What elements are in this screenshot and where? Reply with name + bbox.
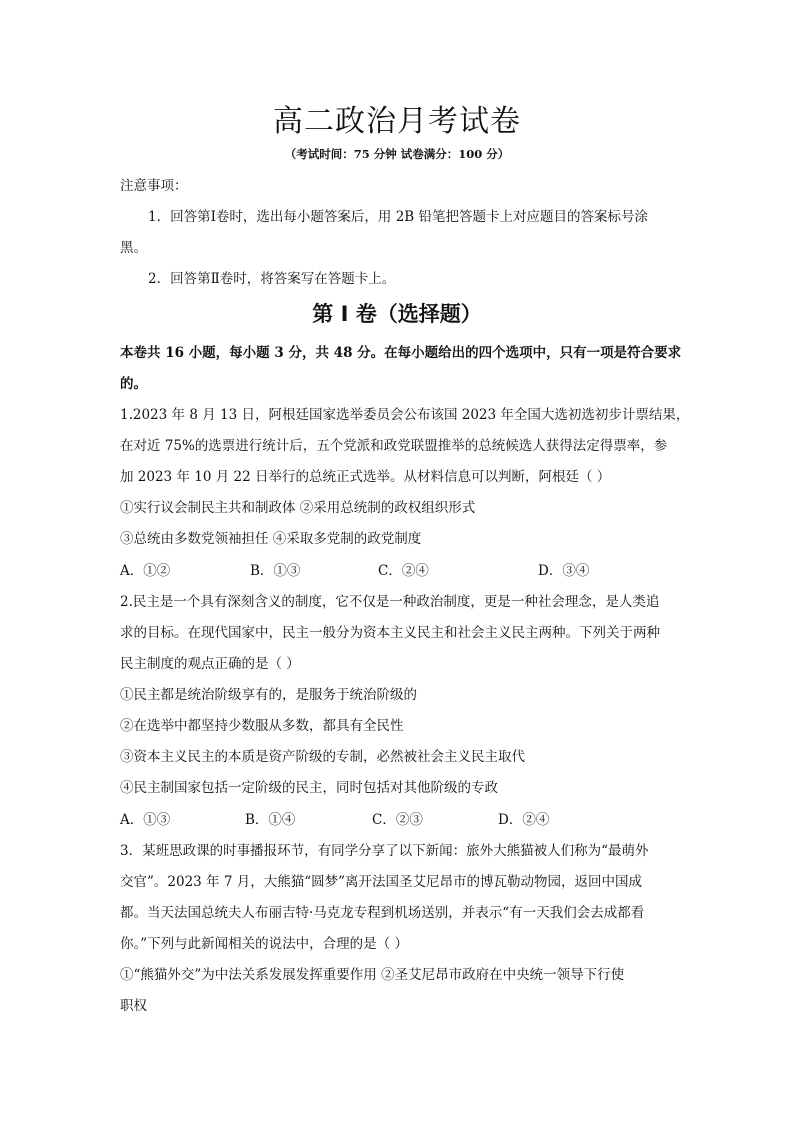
q3-statement-1-continued: 职权: [120, 998, 147, 1014]
q2-option-b: B．①④: [245, 812, 296, 828]
q2-statement-3: ③资本主义民主的本质是资产阶级的专制，必然被社会主义民主取代: [120, 749, 525, 765]
q1-statements-1: ①实行议会制民主共和制政体 ②采用总统制的政权组织形式: [120, 500, 476, 516]
q3-stem-line-3: 都。当天法国总统夫人布丽吉特·马克龙专程到机场送别，并表示“有一天我们会去成都看: [120, 905, 645, 921]
q2-option-c: C．②③: [372, 812, 423, 828]
notice-item-1-line-2: 黑。: [120, 240, 147, 256]
q2-statement-4: ④民主制国家包括一定阶级的民主，同时包括对其他阶级的专政: [120, 780, 498, 796]
q2-option-a: A．①③: [120, 812, 171, 828]
exam-title: 高二政治月考试卷: [273, 104, 521, 139]
q2-stem-line-3: 民主制度的观点正确的是（ ）: [120, 656, 300, 672]
section-title: 第 I 卷（选择题）: [312, 302, 482, 326]
q1-option-d: D．③④: [538, 563, 590, 579]
section-intro-line-1: 本卷共 16 小题，每小题 3 分，共 48 分。在每小题给出的四个选项中，只有一项是符合要求: [120, 345, 682, 361]
q2-statement-2: ②在选举中都坚持少数服从多数，都具有全民性: [120, 718, 404, 734]
q2-option-d: D．②④: [498, 812, 550, 828]
q2-stem-line-1: 2.民主是一个具有深刻含义的制度，它不仅是一种政治制度，更是一种社会理念，是人类追: [120, 594, 660, 610]
notice-heading: 注意事项：: [120, 178, 188, 194]
exam-subtitle: （考试时间：75 分钟 试卷满分：100 分）: [284, 147, 510, 161]
q3-stem-line-4: 你。”下列与此新闻相关的说法中，合理的是（ ）: [120, 936, 408, 952]
q3-stem-line-2: 交官”。2023 年 7 月，大熊猫“圆梦”离开法国圣艾尼昂市的博瓦勒动物园，返回中国成: [120, 874, 643, 890]
q1-stem-line-3: 加 2023 年 10 月 22 日举行的总统正式选举。从材料信息可以判断，阿根廷（ ）: [120, 469, 611, 485]
q1-option-a: A．①②: [120, 563, 171, 579]
q1-stem-line-2: 在对近 75%的选票进行统计后，五个党派和政党联盟推举的总统候选人获得法定得票率，参: [120, 438, 668, 454]
q1-option-c: C．②④: [378, 563, 429, 579]
notice-item-1-line-1: 1．回答第Ⅰ卷时，选出每小题答案后，用 2B 铅笔把答题卡上对应题目的答案标号涂: [148, 209, 649, 225]
q1-stem-line-1: 1.2023 年 8 月 13 日，阿根廷国家选举委员会公布该国 2023 年全国大选初选初步计票结果，: [120, 407, 690, 423]
notice-item-2: 2．回答第Ⅱ卷时，将答案写在答题卡上。: [148, 271, 396, 287]
section-intro-line-2: 的。: [120, 376, 147, 392]
q3-statement-1: ①“熊猫外交”为中法关系发展发挥重要作用 ②圣艾尼昂市政府在中央统一领导下行使: [120, 967, 625, 983]
q1-statements-2: ③总统由多数党领袖担任 ④采取多党制的政党制度: [120, 531, 422, 547]
q1-option-b: B．①③: [250, 563, 301, 579]
q2-statement-1: ①民主都是统治阶级享有的，是服务于统治阶级的: [120, 687, 417, 703]
q3-stem-line-1: 3．某班思政课的时事播报环节，有同学分享了以下新闻：旅外大熊猫被人们称为“最萌外: [120, 843, 649, 859]
q2-stem-line-2: 求的目标。在现代国家中，民主一般分为资本主义民主和社会主义民主两种。下列关于两种: [120, 625, 660, 641]
